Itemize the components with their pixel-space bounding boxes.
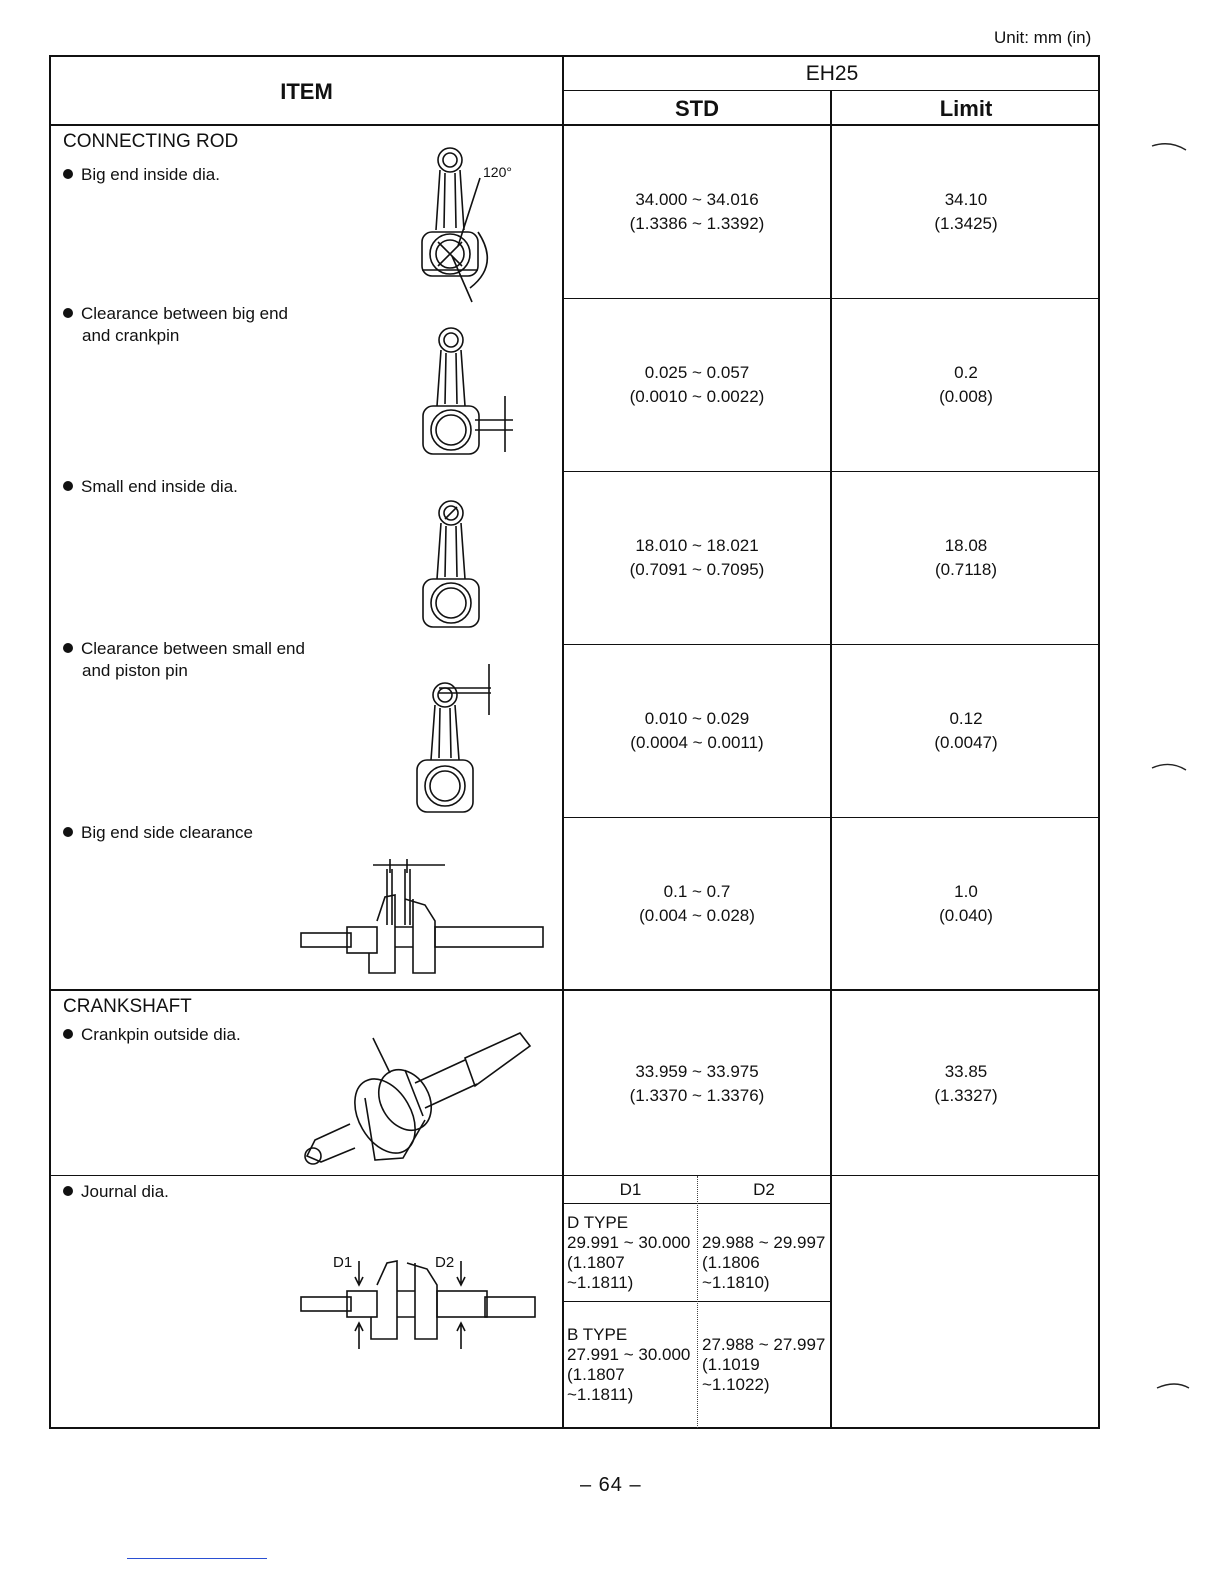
limit-value: 33.85 (1.3327)	[934, 1062, 998, 1105]
unit-note: Unit: mm (in)	[994, 28, 1092, 47]
std-value: 34.000 ~ 34.016 (1.3386 ~ 1.3392)	[629, 190, 765, 233]
journal-d-type-label: D TYPE	[567, 1213, 629, 1232]
item-journal-dia: Journal dia.	[63, 1181, 169, 1203]
journal-b-type-label: B TYPE	[567, 1325, 628, 1344]
row-divider	[562, 817, 1100, 818]
connecting-rod-big-end-dia-figure	[400, 140, 540, 305]
section-connecting-rod: CONNECTING ROD	[63, 131, 239, 152]
journal-d-type-d2: 29.988 ~ 29.997 (1.1806 ~1.1810)	[702, 1233, 826, 1292]
std-value: 0.025 ~ 0.057 (0.0010 ~ 0.0022)	[629, 363, 765, 406]
std-value: 0.1 ~ 0.7 (0.004 ~ 0.028)	[639, 882, 755, 925]
section-divider	[49, 989, 1100, 991]
std-value: 33.959 ~ 33.975 (1.3370 ~ 1.3376)	[629, 1062, 765, 1105]
header-divider-model	[562, 90, 1100, 91]
angle-label: 120°	[483, 164, 512, 180]
bullet-icon	[63, 169, 73, 179]
limit-value: 34.10 (1.3425)	[934, 190, 998, 233]
item-big-end-clearance: Clearance between big end and crankpin	[63, 303, 288, 347]
margin-mark	[1155, 1378, 1195, 1392]
col-divider-std	[830, 90, 832, 1429]
journal-d-type-d1: 29.991 ~ 30.000 (1.1807 ~1.1811)	[567, 1233, 691, 1292]
crankshaft-side-clearance-figure	[295, 855, 550, 980]
connecting-rod-big-end-clearance-figure	[415, 322, 525, 462]
journal-b-type-d1: 27.991 ~ 30.000 (1.1807 ~1.1811)	[567, 1345, 691, 1404]
bullet-icon	[63, 643, 73, 653]
limit-value: 1.0 (0.040)	[939, 882, 993, 925]
row-divider	[562, 471, 1100, 472]
std-value: 18.010 ~ 18.021 (0.7091 ~ 0.7095)	[629, 536, 765, 579]
journal-b-type-d2: 27.988 ~ 27.997 (1.1019 ~1.1022)	[702, 1335, 826, 1394]
journal-d1-d2-divider	[697, 1176, 698, 1428]
item-big-end-inside-dia: Big end inside dia.	[63, 164, 220, 186]
footer-line	[127, 1558, 267, 1559]
header-model: EH25	[805, 62, 859, 85]
row-divider	[562, 298, 1100, 299]
margin-mark	[1150, 138, 1190, 152]
crankshaft-journal-figure	[295, 1245, 545, 1360]
item-big-end-side-clearance: Big end side clearance	[63, 822, 253, 844]
journal-subheader-divider	[562, 1203, 830, 1204]
journal-d1-header: D1	[619, 1180, 642, 1199]
journal-d2-header: D2	[753, 1180, 775, 1199]
connecting-rod-small-end-clearance-figure	[415, 660, 515, 820]
std-value: 0.010 ~ 0.029 (0.0004 ~ 0.0011)	[630, 709, 764, 752]
bullet-icon	[63, 1029, 73, 1039]
header-divider	[49, 124, 1100, 126]
section-crankshaft: CRANKSHAFT	[63, 996, 192, 1017]
journal-type-divider	[562, 1301, 830, 1302]
bullet-icon	[63, 827, 73, 837]
bullet-icon	[63, 308, 73, 318]
header-std: STD	[675, 96, 719, 121]
limit-value: 18.08 (0.7118)	[934, 536, 998, 579]
row-divider	[562, 644, 1100, 645]
item-small-end-clearance: Clearance between small end and piston pin	[63, 638, 305, 682]
limit-value: 0.12 (0.0047)	[934, 709, 998, 752]
bullet-icon	[63, 1186, 73, 1196]
d1-label: D1	[333, 1254, 353, 1271]
item-small-end-inside-dia: Small end inside dia.	[63, 476, 238, 498]
limit-value: 0.2 (0.008)	[939, 363, 993, 406]
page-number: – 64 –	[580, 1474, 642, 1496]
bullet-icon	[63, 481, 73, 491]
connecting-rod-small-end-dia-figure	[415, 495, 495, 635]
margin-mark	[1150, 758, 1190, 772]
crankshaft-perspective-figure	[295, 1028, 535, 1173]
item-crankpin-outside-dia: Crankpin outside dia.	[63, 1024, 241, 1046]
header-item: ITEM	[280, 79, 333, 104]
row-divider	[49, 1175, 1100, 1176]
d2-label: D2	[435, 1254, 455, 1271]
header-limit: Limit	[939, 96, 993, 121]
